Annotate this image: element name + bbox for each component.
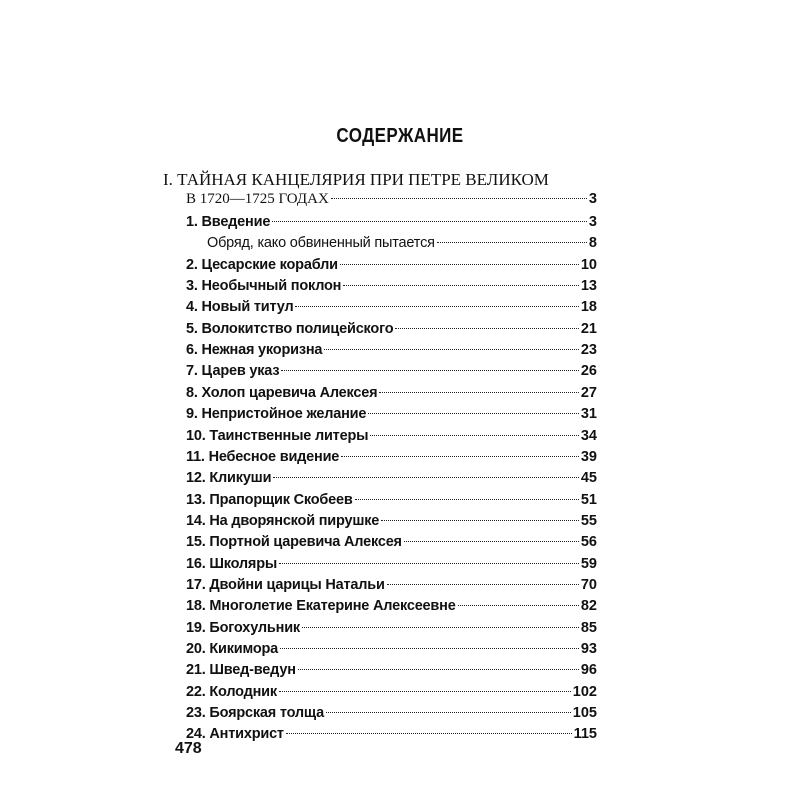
toc-entry-page: 27 [580, 384, 597, 401]
toc-entry [186, 297, 597, 318]
toc-entry-title: 21. Швед-ведун [186, 662, 296, 679]
toc-entry-title: 15. Портной царевича Алексея [186, 534, 402, 551]
toc-entry-title: 2. Цесарские корабли [186, 256, 338, 273]
toc-entry-title: 20. Кикимора [186, 641, 279, 657]
toc-entry-page: 39 [580, 448, 597, 465]
toc-entry-page: 10 [580, 256, 597, 273]
toc-entry [186, 682, 597, 703]
dot-leader [340, 264, 579, 265]
dot-leader [326, 712, 571, 713]
toc-entry [186, 554, 597, 575]
toc-entry-title: 10. Таинственные литеры [186, 427, 369, 444]
toc-entry-page: 26 [580, 363, 597, 380]
toc-entry-page: 85 [580, 619, 597, 636]
toc-entry [186, 212, 597, 233]
toc-entry-page: 102 [572, 683, 597, 700]
dot-leader [279, 563, 579, 564]
dot-leader [298, 669, 579, 670]
dot-leader [273, 477, 579, 478]
toc-entry [186, 468, 597, 489]
toc-entry-title: 22. Колодник [186, 683, 277, 700]
dot-leader [324, 349, 579, 350]
toc-entry-page: 3 [588, 214, 597, 230]
toc-entry-page: 18 [580, 299, 597, 316]
toc-entry [186, 276, 597, 297]
toc-entry-title: 24. Антихрист [186, 726, 284, 743]
toc-entry-page: 45 [580, 470, 597, 487]
dot-leader [302, 627, 579, 628]
toc-entry [186, 319, 597, 340]
toc-entry-title: 18. Многолетие Екатерине Алексеевне [186, 598, 456, 615]
toc-entry [186, 404, 597, 425]
toc-entry [186, 383, 597, 404]
toc-entry [186, 596, 597, 617]
dot-leader [341, 456, 579, 457]
toc-entry [186, 490, 597, 511]
toc-entry-page: 13 [580, 278, 597, 295]
dot-leader [458, 605, 579, 606]
toc-entry [186, 532, 597, 553]
toc-entry-title: 4. Новый титул [186, 299, 294, 316]
toc-entry-page: 93 [580, 641, 597, 657]
toc-entry-page: 8 [588, 235, 597, 252]
toc-entry-page: 31 [580, 406, 597, 423]
section-title-row [186, 189, 597, 210]
page-number: 478 [175, 740, 202, 757]
dot-leader [379, 392, 578, 393]
toc-entry-title: 13. Прапорщик Скобеев [186, 491, 353, 508]
section-title-line-1: I. ТАЙНАЯ КАНЦЕЛЯРИЯ ПРИ ПЕТРЕ ВЕЛИКОМ [163, 170, 549, 189]
toc-entry-page: 105 [572, 705, 597, 722]
toc-entry-title: 12. Кликуши [186, 470, 272, 487]
toc-entry-title: Обряд, како обвиненный пытается [207, 235, 435, 252]
toc-entry-title: 1. Введение [186, 214, 271, 230]
dot-leader [387, 584, 579, 585]
toc-entry-page: 115 [573, 726, 597, 743]
dot-leader [279, 691, 571, 692]
toc-entry-title: 3. Необычный поклон [186, 278, 342, 295]
toc-entry-title: 17. Двойни царицы Натальи [186, 576, 385, 593]
toc-entry [186, 660, 597, 681]
dot-leader [286, 733, 572, 734]
dot-leader [331, 198, 587, 199]
toc-entry [186, 724, 597, 745]
toc-entry [186, 618, 597, 639]
toc-entry [186, 255, 597, 276]
contents-heading: СОДЕРЖАНИЕ [336, 125, 464, 147]
toc-entry [186, 361, 597, 382]
dot-leader [370, 435, 579, 436]
toc-entry-page: 51 [580, 491, 597, 508]
dot-leader [272, 221, 587, 222]
toc-entry [186, 447, 597, 468]
toc-entry-page: 55 [580, 512, 597, 529]
toc-entry [186, 426, 597, 447]
dot-leader [368, 413, 579, 414]
toc-entry [186, 703, 597, 724]
toc-entry [186, 511, 597, 532]
section-title-line-2: В 1720—1725 ГОДАХ [186, 191, 329, 207]
dot-leader [280, 648, 579, 649]
toc-entry-page: 21 [580, 320, 597, 337]
dot-leader [295, 306, 578, 307]
dot-leader [395, 328, 578, 329]
dot-leader [437, 242, 587, 243]
toc-entry-title: 14. На дворянской пирушке [186, 512, 380, 529]
dot-leader [381, 520, 579, 521]
section-page: 3 [588, 191, 597, 207]
toc-entry-title: 16. Школяры [186, 555, 278, 572]
toc-entry-page: 82 [580, 598, 597, 615]
toc-entry-title: 11. Небесное видение [186, 448, 340, 465]
toc-entry [186, 575, 597, 596]
toc-entry-title: 5. Волокитство полицейского [186, 320, 394, 337]
toc-entry-title: 23. Боярская толща [186, 705, 324, 722]
toc-entry-title: 6. Нежная укоризна [186, 342, 323, 359]
toc-entry-page: 23 [580, 342, 597, 359]
dot-leader [343, 285, 579, 286]
dot-leader [404, 541, 579, 542]
toc-entry [186, 340, 597, 361]
toc-entry-page: 34 [580, 427, 597, 444]
toc-entry-page: 70 [580, 576, 597, 593]
toc-entry-title: 7. Царев указ [186, 363, 280, 380]
toc-entry-page: 56 [580, 534, 597, 551]
toc-entry [186, 639, 597, 660]
dot-leader [355, 499, 579, 500]
toc-entry-title: 9. Непристойное желание [186, 406, 367, 423]
toc-entry-title: 19. Богохульник [186, 619, 300, 636]
toc-entry [207, 233, 597, 254]
toc-entry-title: 8. Холоп царевича Алексея [186, 384, 378, 401]
toc-entry-page: 96 [580, 662, 597, 679]
toc-entry-page: 59 [580, 555, 597, 572]
dot-leader [281, 370, 579, 371]
